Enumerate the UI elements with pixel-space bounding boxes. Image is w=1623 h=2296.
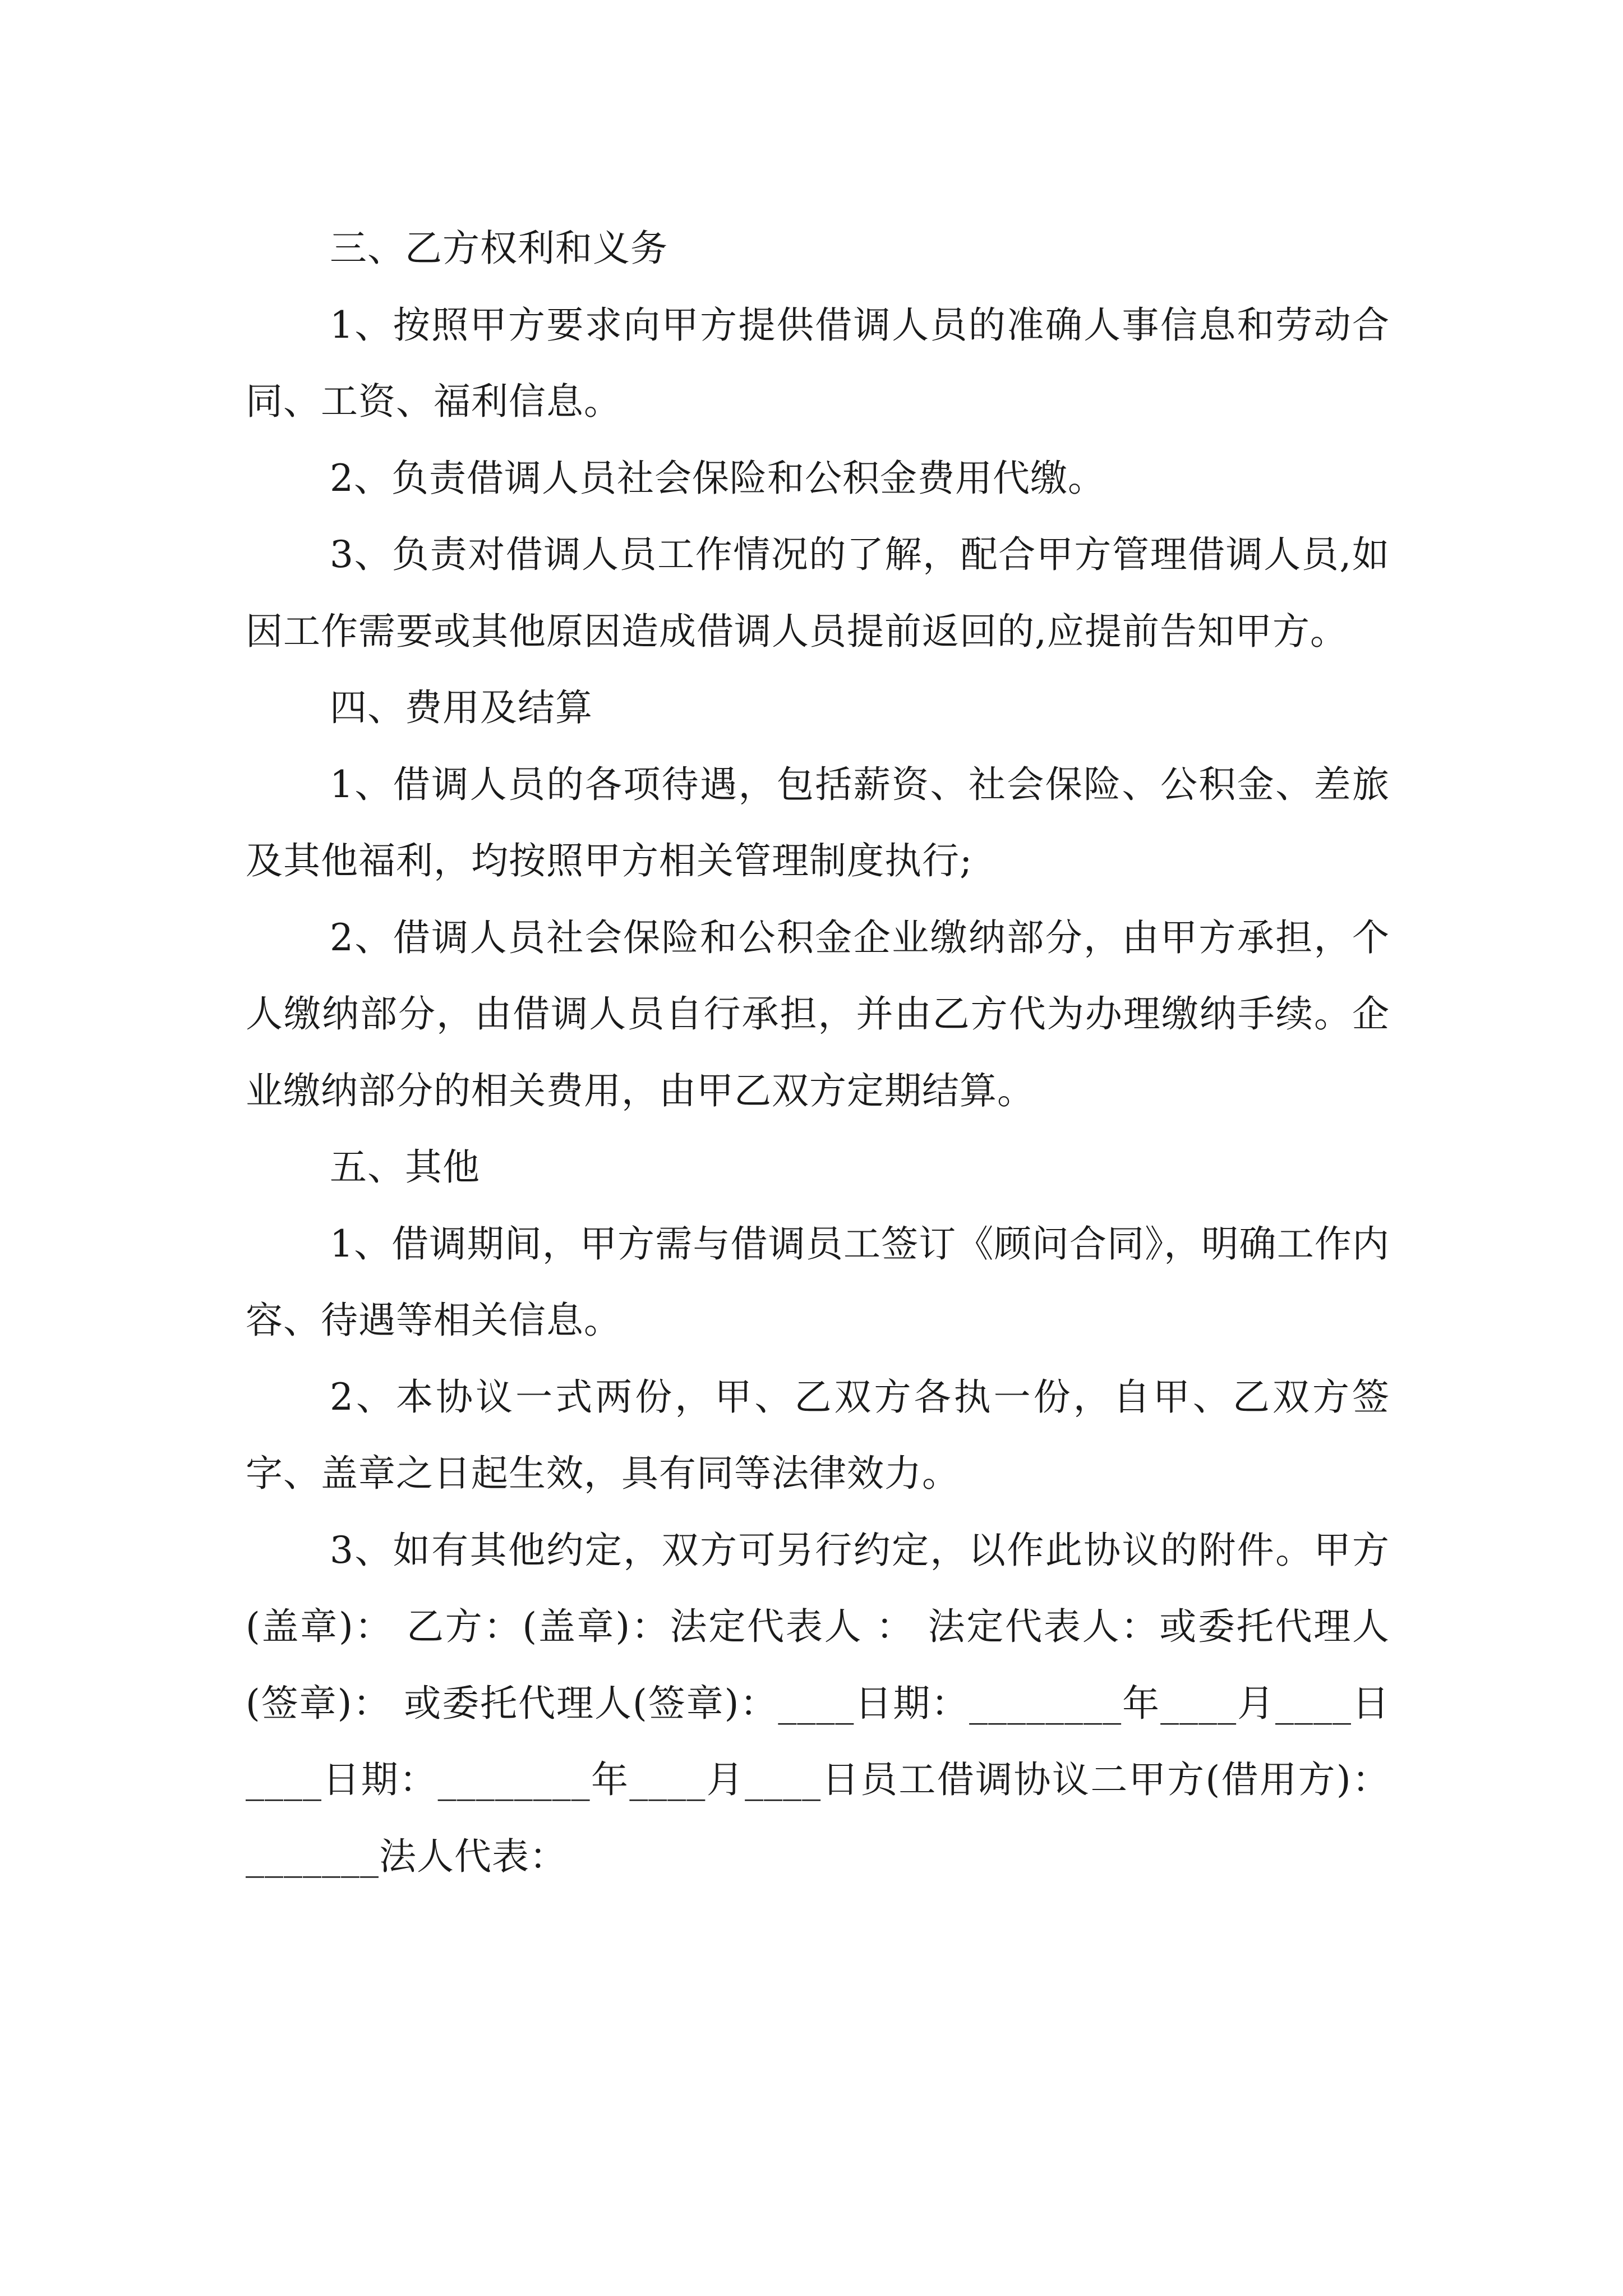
paragraph-4-2: 2、借调人员社会保险和公积金企业缴纳部分，由甲方承担，个人缴纳部分，由借调人员自行承担，并由乙方代为办理缴纳手续。企业缴纳部分的相关费用，由甲乙双方定期结算。 <box>246 915 1390 1112</box>
section-heading-4: 四、费用及结算 <box>330 686 593 729</box>
paragraph-5-1: 1、借调期间，甲方需与借调员工签订《顾问合同》，明确工作内容、待遇等相关信息。 <box>246 1222 1390 1342</box>
section-heading-3: 三、乙方权利和义务 <box>330 227 668 270</box>
paragraph-3-1: 1、按照甲方要求向甲方提供借调人员的准确人事信息和劳动合同、工资、福利信息。 <box>246 303 1390 423</box>
paragraph-5-3: 3、如有其他约定，双方可另行约定，以作此协议的附件。甲方(盖章)： 乙方：(盖章)：法定代表人 ： 法定代表人：或委托代理人(签章)： 或委托代理人(签章)：____日期：________年____月____日____日期：________年____月____日员工借调协议二甲方(借用方)：_______法人代表： <box>246 1528 1390 1878</box>
paragraph-3-2: 2、负责借调人员社会保险和公积金费用代缴。 <box>330 456 1105 500</box>
paragraph-5-2: 2、本协议一式两份，甲、乙双方各执一份，自甲、乙双方签字、盖章之日起生效，具有同等法律效力。 <box>246 1375 1390 1495</box>
section-heading-5: 五、其他 <box>330 1145 480 1189</box>
paragraph-4-1: 1、借调人员的各项待遇，包括薪资、社会保险、公积金、差旅及其他福利，均按照甲方相关管理制度执行; <box>246 762 1390 882</box>
paragraph-3-3: 3、负责对借调人员工作情况的了解，配合甲方管理借调人员,如因工作需要或其他原因造成借调人员提前返回的,应提前告知甲方。 <box>246 533 1390 653</box>
document-body <box>246 210 1390 1895</box>
